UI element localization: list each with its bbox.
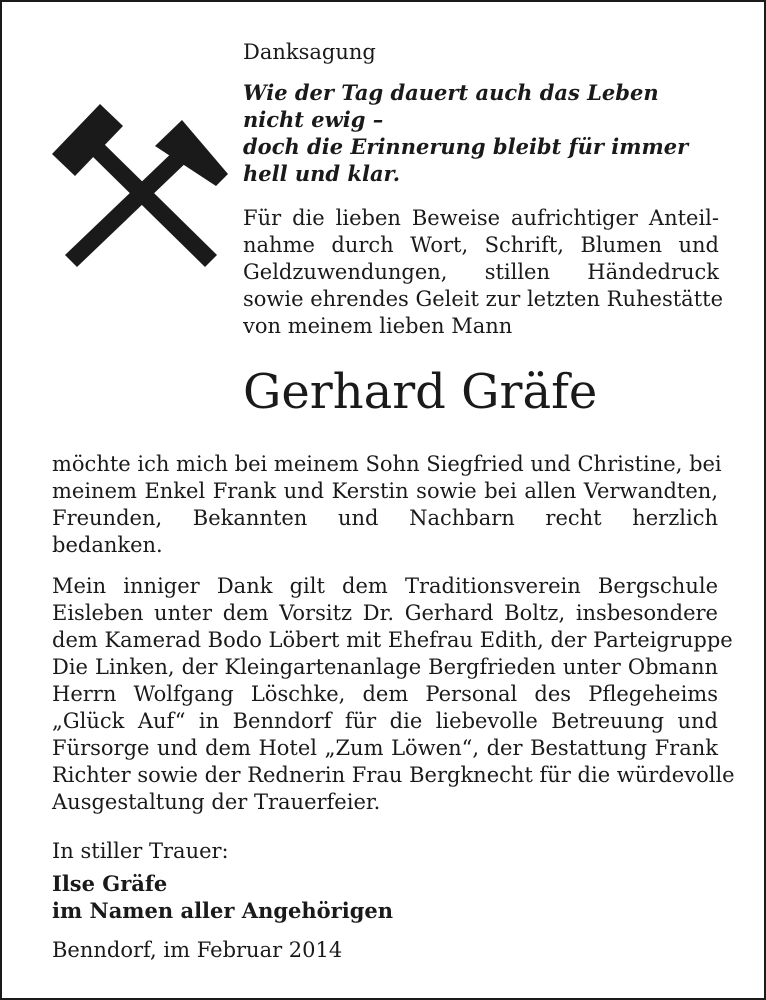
notice-heading: Danksagung <box>243 40 376 64</box>
text-line: nahme durch Wort, Schrift, Blumen und <box>243 233 719 257</box>
text-line: sowie ehrendes Geleit zur letzten Ruhestätte <box>243 287 724 311</box>
text-line: Geldzuwendungen, stillen Händedruck <box>243 260 719 284</box>
text-line: Mein inniger Dank gilt dem Traditionsverein Bergschule <box>52 574 718 598</box>
text-line: Freunden, Bekannten und Nachbarn recht herzlich <box>52 506 718 530</box>
text-line: Für die lieben Beweise aufrichtiger Anteil- <box>243 206 719 230</box>
signers <box>52 870 393 924</box>
thanks-paragraph <box>52 451 722 559</box>
text-line: von meinem lieben Mann <box>243 314 513 338</box>
text-line: dem Kamerad Bodo Löbert mit Ehefrau Edith, der Parteigruppe <box>52 628 733 652</box>
poem-line: Wie der Tag dauert auch das Leben <box>243 80 659 105</box>
text-line: meinem Enkel Frank und Kerstin sowie bei allen Verwandten, <box>52 479 718 503</box>
deceased-name: Gerhard Gräfe <box>243 364 598 420</box>
poem-line: doch die Erinnerung bleibt für immer <box>243 134 689 159</box>
poem-verse <box>243 79 713 187</box>
signer-name: Ilse Gräfe <box>52 871 168 896</box>
poem-line: hell und klar. <box>243 161 401 186</box>
signer-note: im Namen aller Angehörigen <box>52 898 394 923</box>
text-line: Eisleben unter dem Vorsitz Dr. Gerhard Boltz, insbesondere <box>52 601 718 625</box>
intro-paragraph <box>243 205 724 340</box>
place-date: Benndorf, im Februar 2014 <box>52 938 343 962</box>
text-line: „Glück Auf“ in Benndorf für die liebevolle Betreuung und <box>52 709 718 733</box>
text-line: Richter sowie der Rednerin Frau Bergknecht für die würdevolle <box>52 763 735 787</box>
hammer-and-pick-icon <box>50 102 228 270</box>
text-line: Herrn Wolfgang Löschke, dem Personal des Pflegeheims <box>52 682 718 706</box>
text-line: Fürsorge und dem Hotel „Zum Löwen“, der Bestattung Frank <box>52 736 718 760</box>
text-line: Die Linken, der Kleingartenanlage Bergfrieden unter Obmann <box>52 655 718 679</box>
closing-line: In stiller Trauer: <box>52 839 229 863</box>
poem-line: nicht ewig – <box>243 107 384 132</box>
text-line: bedanken. <box>52 533 163 557</box>
gratitude-paragraph <box>52 573 735 816</box>
text-line: möchte ich mich bei meinem Sohn Siegfried und Christine, bei <box>52 452 722 476</box>
text-line: Ausgestaltung der Trauerfeier. <box>52 790 381 814</box>
